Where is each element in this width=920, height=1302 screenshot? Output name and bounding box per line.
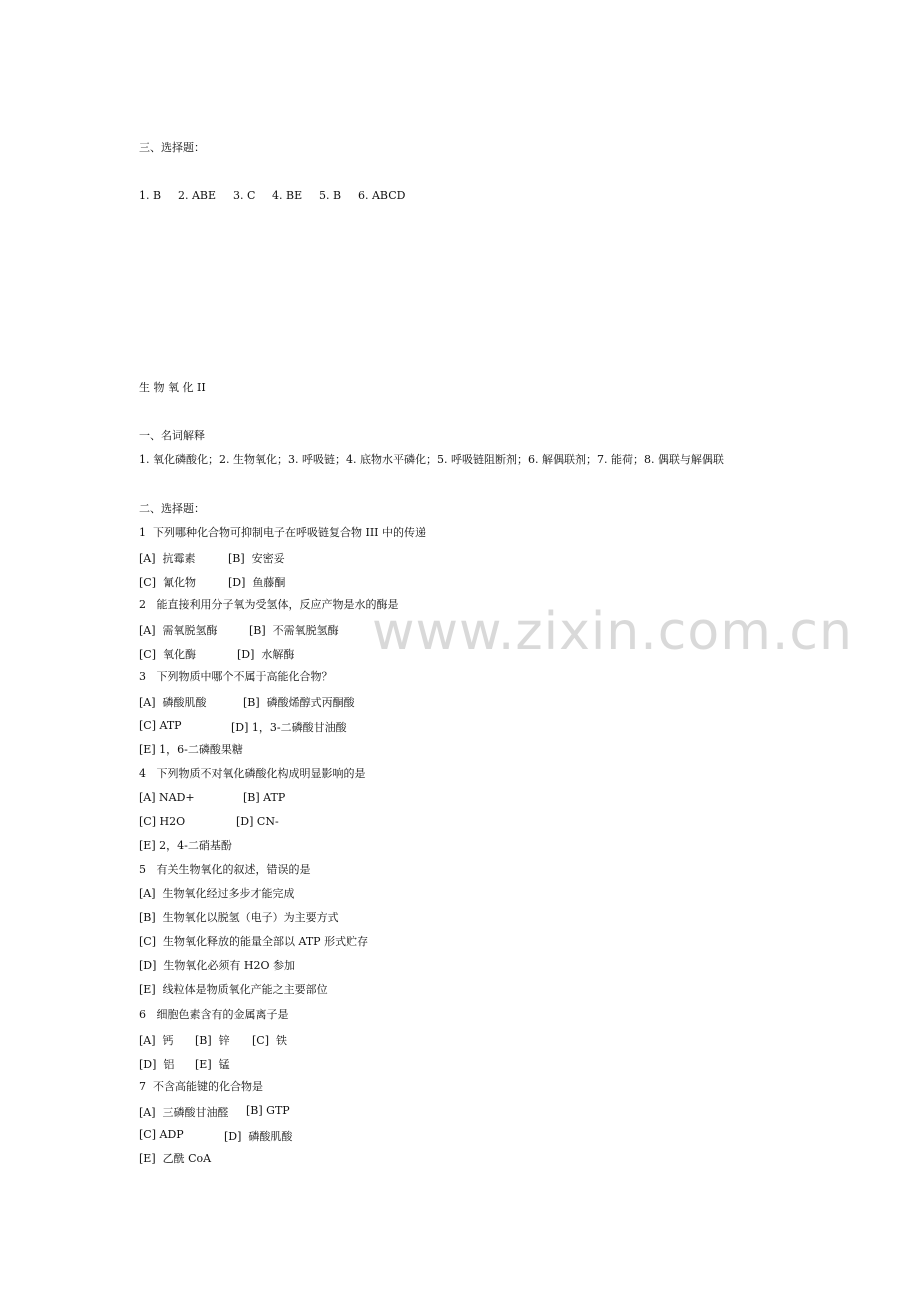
q3-option-e: [E] 1，6-二磷酸果糖 [139,743,243,756]
q7-option-d: [D] 磷酸肌酸 [224,1130,293,1143]
answer-6: 6. ABCD [358,189,406,202]
q4-option-b: [B] ATP [243,791,286,804]
q2-option-c: [C] 氧化酶 [139,648,196,661]
q2-option-b: [B] 不需氧脱氢酶 [249,624,339,637]
q5-option-e: [E] 线粒体是物质氧化产能之主要部位 [139,983,328,996]
q6-option-c: [C] 铁 [252,1034,287,1047]
watermark: www.zixin.com.cn [372,602,853,662]
question-7-stem: 7 不含高能键的化合物是 [139,1080,263,1093]
q1-option-d: [D] 鱼藤酮 [228,576,286,589]
choice-heading: 二、选择题： [139,502,205,515]
q4-option-e: [E] 2，4-二硝基酚 [139,839,232,852]
chapter-title: 生 物 氧 化 II [139,381,206,394]
q7-option-e: [E] 乙酰 CoA [139,1152,212,1165]
answer-3: 3. C [233,189,256,202]
q6-option-d: [D] 铝 [139,1058,175,1071]
answer-4: 4. BE [272,189,303,202]
q5-option-a: [A] 生物氧化经过多步才能完成 [139,887,295,900]
q4-option-a: [A] NAD+ [139,791,195,804]
q1-option-b: [B] 安密妥 [228,552,285,565]
q5-option-c: [C] 生物氧化释放的能量全部以 ATP 形式贮存 [139,935,369,948]
question-3-stem: 3 下列物质中哪个不属于高能化合物？ [139,670,333,683]
section3-heading: 三、选择题： [139,141,205,154]
q3-option-c: [C] ATP [139,719,182,732]
q3-option-b: [B] 磷酸烯醇式丙酮酸 [243,696,355,709]
q3-option-d: [D] 1，3-二磷酸甘油酸 [231,721,347,734]
question-5-stem: 5 有关生物氧化的叙述，错误的是 [139,863,311,876]
answer-5: 5. B [319,189,342,202]
terms-heading: 一、名词解释 [139,429,205,442]
question-6-stem: 6 细胞色素含有的金属离子是 [139,1008,289,1021]
q6-option-e: [E] 锰 [195,1058,230,1071]
q1-option-c: [C] 氰化物 [139,576,196,589]
question-1-stem: 1 下列哪种化合物可抑制电子在呼吸链复合物 III 中的传递 [139,526,427,539]
q7-option-b: [B] GTP [246,1104,290,1117]
answer-2: 2. ABE [178,189,217,202]
q6-option-a: [A] 钙 [139,1034,174,1047]
q1-option-a: [A] 抗霉素 [139,552,196,565]
q6-option-b: [B] 锌 [195,1034,230,1047]
question-2-stem: 2 能直接利用分子氧为受氢体，反应产物是水的酶是 [139,598,399,611]
q5-option-d: [D] 生物氧化必须有 H2O 参加 [139,959,295,972]
q3-option-a: [A] 磷酸肌酸 [139,696,207,709]
q2-option-a: [A] 需氧脱氢酶 [139,624,218,637]
q2-option-d: [D] 水解酶 [237,648,295,661]
q7-option-c: [C] ADP [139,1128,184,1141]
q7-option-a: [A] 三磷酸甘油醛 [139,1106,229,1119]
terms-text: 1. 氧化磷酸化；2. 生物氧化；3. 呼吸链；4. 底物水平磷化；5. 呼吸链阻断剂；6. 解偶联剂；7. 能荷；8. 偶联与解偶联 [139,453,724,466]
answer-1: 1. B [139,189,162,202]
q4-option-d: [D] CN- [236,815,279,828]
q4-option-c: [C] H2O [139,815,186,828]
question-4-stem: 4 下列物质不对氧化磷酸化构成明显影响的是 [139,767,366,780]
q5-option-b: [B] 生物氧化以脱氢（电子）为主要方式 [139,911,339,924]
